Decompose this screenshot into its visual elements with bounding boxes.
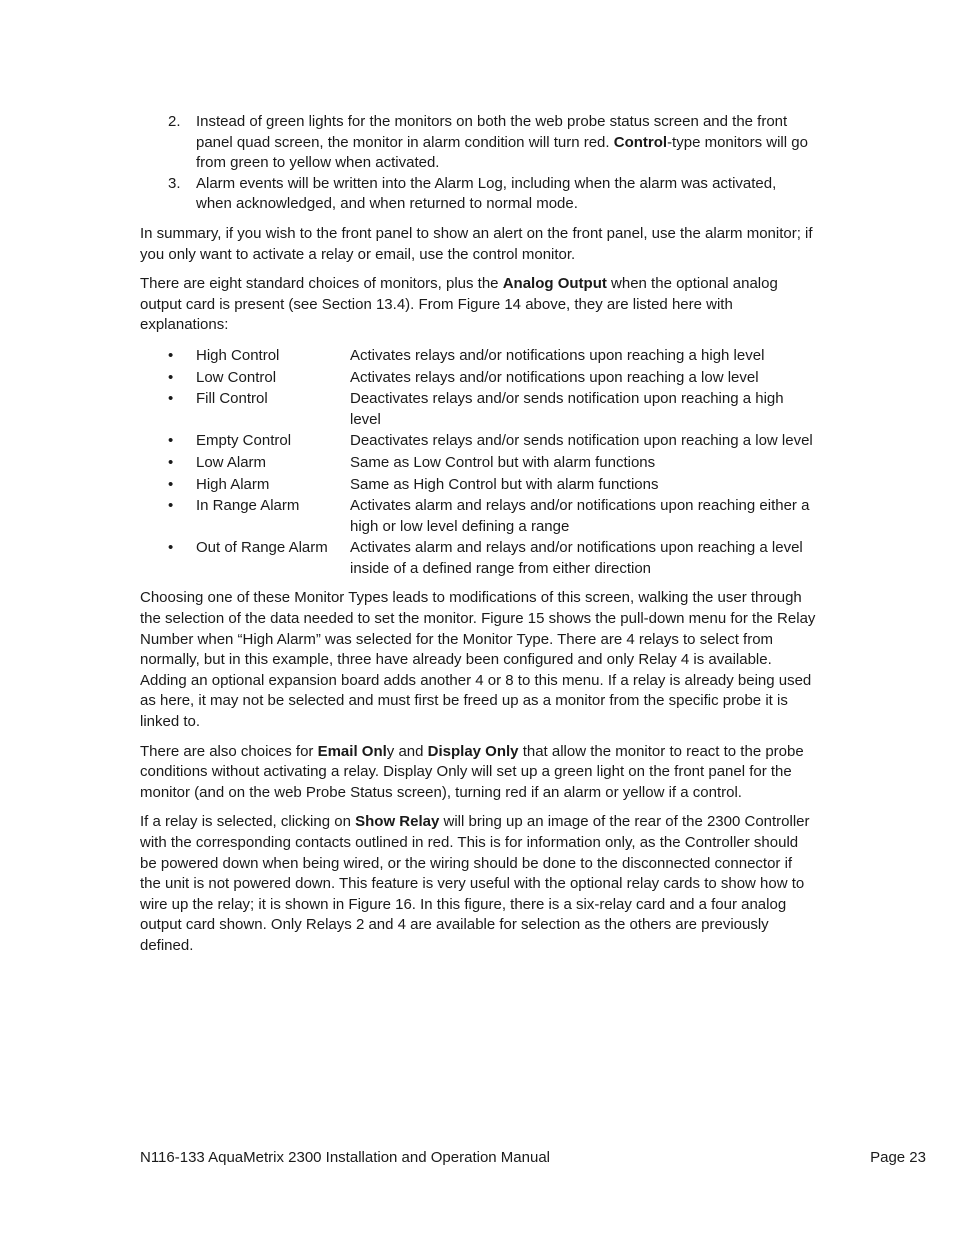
footer-page-number: Page 23 <box>870 1149 926 1166</box>
list-number: 2. <box>168 113 181 130</box>
email-display-paragraph <box>140 742 816 804</box>
list-item <box>140 389 816 430</box>
monitor-type-desc: Activates alarm and relays and/or notifications upon reaching either a high or low level defining a range <box>350 497 810 535</box>
bullet: • <box>168 539 174 557</box>
monitor-type-term: In Range Alarm <box>196 497 300 515</box>
list-text: Alarm events will be written into the Alarm Log, including when the alarm was activated, when acknowledged, and when returned to normal mode. <box>196 174 777 213</box>
list-item <box>140 174 816 215</box>
show-relay-paragraph <box>140 812 816 956</box>
summary-paragraph: In summary, if you wish to the front panel to show an alert on the front panel, use the alarm monitor; if you only want to activate a relay or email, use the control monitor. <box>140 224 813 263</box>
list-item <box>140 431 816 452</box>
monitor-type-term: Out of Range Alarm <box>196 539 328 557</box>
monitor-type-term: Low Alarm <box>196 453 267 471</box>
bullet: • <box>168 453 174 471</box>
list-item <box>140 368 816 389</box>
list-text: Instead of green lights for the monitors on both the web probe status screen and the front panel quad screen, the monitor in alarm condition will turn red. <box>196 113 788 151</box>
bold-term-analog-output: Analog Output <box>502 275 607 293</box>
monitor-type-desc: Activates alarm and relays and/or notifications upon reaching a level inside of a defined range from either direction <box>350 539 803 577</box>
monitor-type-term: Low Control <box>196 368 277 386</box>
list-item <box>140 112 816 174</box>
monitor-type-desc: Activates relays and/or notifications upon reaching a high level <box>350 346 765 364</box>
list-item <box>140 475 816 496</box>
numbered-list <box>140 112 816 215</box>
paragraph-text: that allow the monitor to react to the probe conditions without activating a relay. Display Only will set up a green light on the front panel for the monitor (and on the web Probe Status screen), turning red if an alarm or yellow if a control. <box>140 742 804 801</box>
monitor-type-desc: Activates relays and/or notifications upon reaching a low level <box>350 368 759 386</box>
monitor-type-desc: Deactivates relays and/or sends notification upon reaching a low level <box>350 432 813 450</box>
monitor-type-term: Fill Control <box>196 390 268 408</box>
bold-term-control: Control <box>613 133 668 151</box>
list-text: -type monitors will go from green to yellow when activated. <box>196 133 808 172</box>
paragraph-text: There are also choices for <box>140 742 318 760</box>
list-item <box>140 453 816 474</box>
monitor-type-desc: Same as High Control but with alarm functions <box>350 475 659 493</box>
paragraph-text: will bring up an image of the rear of the 2300 Controller with the corresponding contacts outlined in red. This is for information only, as the Controller should be powered down when being wired, or the wiring should be done to the disconnected connector if the unit is not powered down. This feature is very useful with the optional relay cards to show how to wire up the relay; it is shown in Figure 16. In this figure, there is a six-relay card and a four analog output card shown. Only Relays 2 and 4 are available for selection as the others are previously defined. <box>140 813 810 954</box>
list-number: 3. <box>168 174 181 192</box>
bold-term-show-relay: Show Relay <box>355 813 440 831</box>
monitor-type-desc: Deactivates relays and/or sends notification upon reaching a high level <box>350 390 784 428</box>
bullet: • <box>168 432 174 450</box>
bullet: • <box>168 346 174 364</box>
monitor-type-term: Empty Control <box>196 432 292 450</box>
bold-term-email-only: Email Onl <box>317 742 387 760</box>
monitor-type-list <box>140 346 816 580</box>
page-footer <box>140 1148 926 1169</box>
modifications-paragraph: Choosing one of these Monitor Types leads to modifications of this screen, walking the user through the selection of the data needed to set the monitor. Figure 15 shows the pull-down menu for the Relay Number when “High Alarm” was selected for the Monitor Type. There are 4 relays to select from normally, but in this example, three have already been configured and only Relay 4 is available. Adding an optional expansion board adds another 4 or 8 to this menu. If a relay is already being used as here, it may not be selected and must first be freed up as a monitor from the specific probe it is linked to. <box>140 589 816 731</box>
bullet: • <box>168 497 174 515</box>
bullet: • <box>168 475 174 493</box>
footer-manual-title: N116-133 AquaMetrix 2300 Installation and Operation Manual <box>140 1149 550 1166</box>
monitor-type-term: High Control <box>196 346 280 364</box>
monitor-type-desc: Same as Low Control but with alarm functions <box>350 453 656 471</box>
list-item <box>140 496 816 537</box>
list-item <box>140 538 816 579</box>
choices-paragraph <box>140 274 816 336</box>
bullet: • <box>168 390 174 408</box>
list-item <box>140 346 816 367</box>
monitor-type-term: High Alarm <box>196 475 270 493</box>
page-body <box>140 112 816 957</box>
paragraph-text: y and <box>386 742 428 760</box>
paragraph-text: If a relay is selected, clicking on <box>140 813 356 831</box>
paragraph-text: There are eight standard choices of monitors, plus the <box>140 275 503 293</box>
paragraph-text: when the optional analog output card is present (see Section 13.4). From Figure 14 above, they are listed here with explanations: <box>140 275 778 334</box>
bold-term-display-only: Display Only <box>427 742 519 760</box>
bullet: • <box>168 368 174 386</box>
